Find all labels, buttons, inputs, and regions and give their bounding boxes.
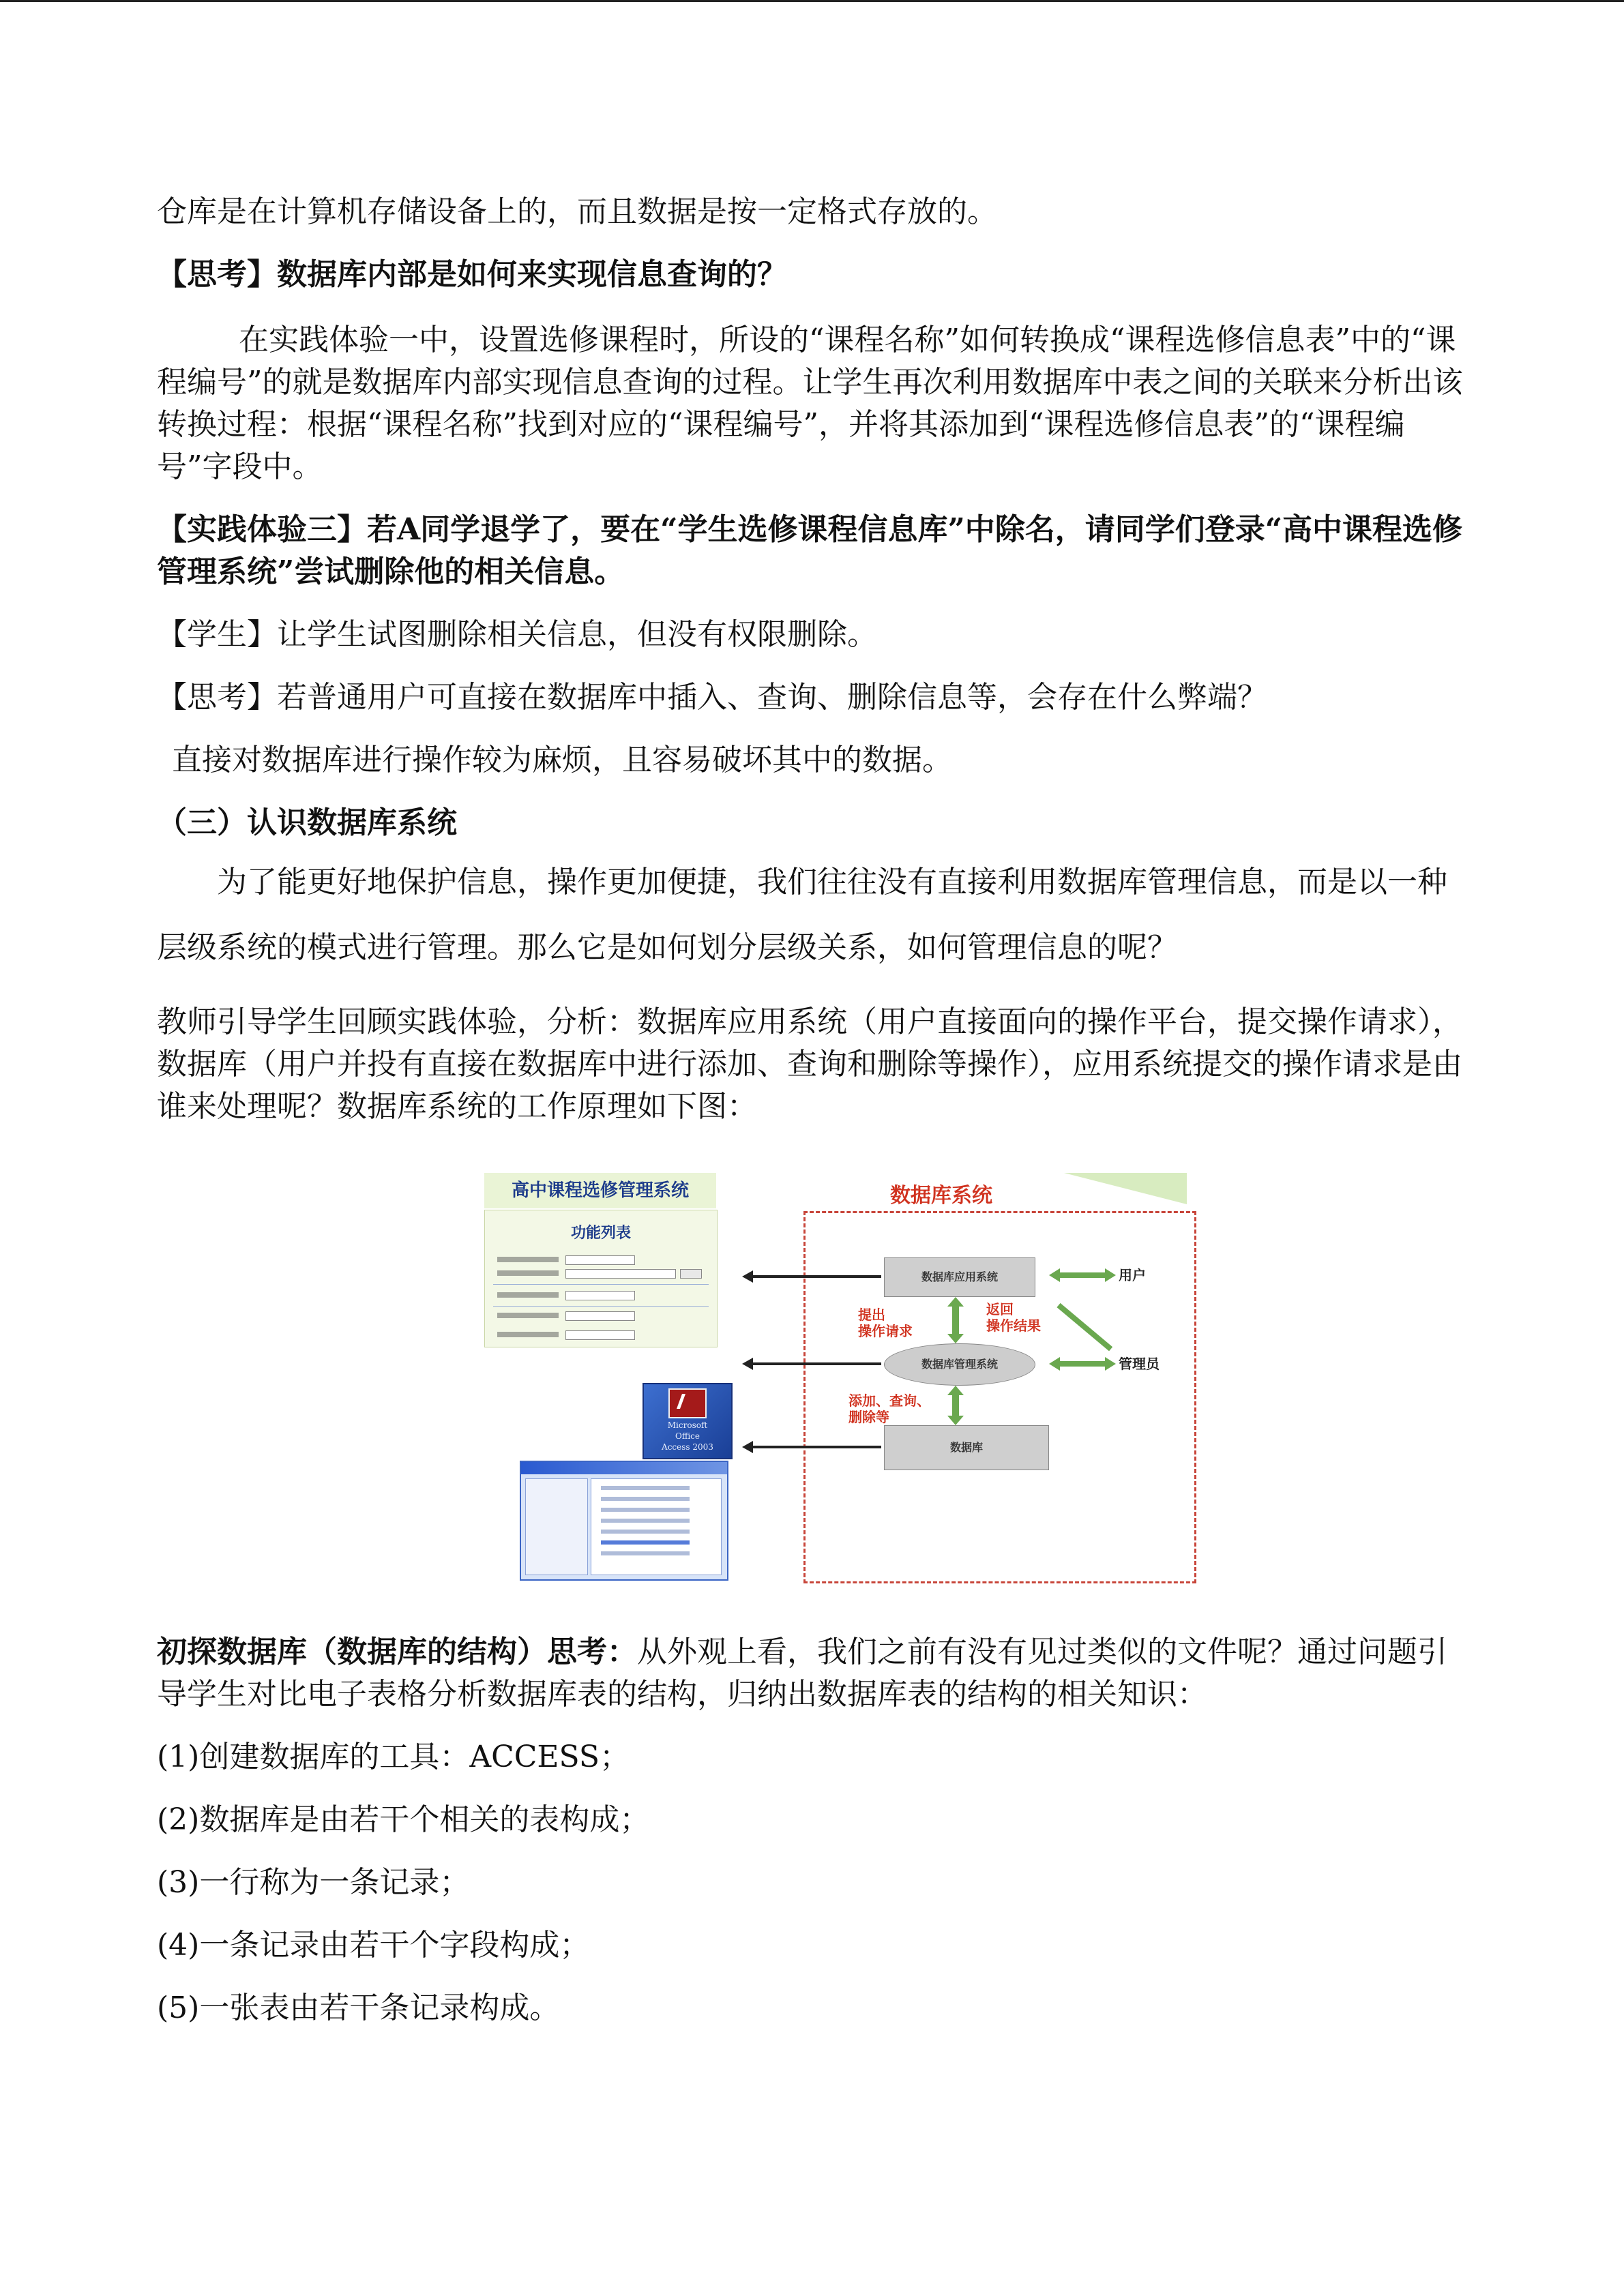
label-return-result: 返回 操作结果 bbox=[986, 1301, 1041, 1334]
database-system-diagram bbox=[484, 1173, 1207, 1582]
label-corner-decoration bbox=[1064, 1173, 1187, 1204]
document-page bbox=[157, 191, 1466, 2029]
paragraph-practice-one: 在实践体验一中，设置选修课程时，所设的“课程名称”如何转换成“课程选修信息表”中的“课程编号”的就是数据库内部实现信息查询的过程。让学生再次利用数据库中表之间的关联来分析出该转换过程：根据“课程名称”找到对应的“课程编号”，并将其添加到“课程选修信息表”的“课程编号”字段中。 bbox=[157, 323, 1463, 484]
label-submit-request: 提出 操作请求 bbox=[858, 1307, 913, 1339]
list-item: (4)一条记录由若干个字段构成； bbox=[157, 1928, 590, 1963]
practice-three-heading: 【实践体验三】若A同学退学了，要在“学生选修课程信息库”中除名，请同学们登录“高中课程选修管理系统”尝试删除他的相关信息。 bbox=[157, 512, 1463, 589]
list-item: (1)创建数据库的工具：ACCESS； bbox=[157, 1740, 630, 1774]
label-user: 用户 bbox=[1119, 1267, 1146, 1283]
form-row bbox=[497, 1330, 695, 1340]
form-row bbox=[497, 1311, 695, 1321]
paragraph-teacher-guide: 教师引导学生回顾实践体验，分析：数据库应用系统（用户直接面向的操作平台，提交操作请求），数据库（用户并投有直接在数据库中进行添加、查询和删除等操作），应用系统提交的操作请求是由谁来处理呢？数据库系统的工作原理如下图： bbox=[157, 1004, 1462, 1124]
node-db-application-system: 数据库应用系统 bbox=[884, 1257, 1035, 1297]
arrow-app-user bbox=[1059, 1272, 1106, 1278]
paragraph-protect-info: 为了能更好地保护信息，操作更加便捷，我们往往没有直接利用数据库管理信息，而是以一种层级系统的模式进行管理。那么它是如何划分层级关系，如何管理信息的呢？ bbox=[157, 865, 1447, 965]
form-row bbox=[497, 1291, 695, 1300]
arrow-dbms-db bbox=[952, 1394, 959, 1417]
node-database: 数据库 bbox=[884, 1425, 1049, 1470]
form-separator bbox=[493, 1306, 709, 1307]
think-heading-1: 【思考】数据库内部是如何来实现信息查询的？ bbox=[157, 257, 787, 292]
answer-paragraph: 直接对数据库进行操作较为麻烦，且容易破坏其中的数据。 bbox=[172, 743, 952, 777]
paragraph-db-structure: 初探数据库（数据库的结构）思考：从外观上看，我们之前有没有见过类似的文件呢？通过问题引导学生对比电子表格分析数据库表的结构，归纳出数据库表的结构的相关知识： bbox=[157, 1635, 1447, 1712]
label-operations: 添加、查询、 删除等 bbox=[848, 1392, 930, 1425]
think-paragraph-2: 【思考】若普通用户可直接在数据库中插入、查询、删除信息等，会存在什么弊端？ bbox=[157, 680, 1267, 715]
form-row bbox=[497, 1269, 695, 1279]
page-top-border bbox=[0, 0, 1624, 2]
list-item: (5)一张表由若干条记录构成。 bbox=[157, 1991, 560, 2025]
ms-access-logo: Microsoft Office Access 2003 bbox=[643, 1383, 733, 1459]
window-sidebar bbox=[525, 1478, 588, 1575]
list-item: (3)一行称为一条记录； bbox=[157, 1865, 470, 1900]
list-item: (2)数据库是由若干个相关的表构成； bbox=[157, 1802, 650, 1837]
form-row bbox=[497, 1255, 695, 1265]
arrow-app-to-form bbox=[752, 1275, 881, 1278]
paragraph-warehouse: 仓库是在计算机存储设备上的，而且数据是按一定格式存放的。 bbox=[157, 194, 997, 229]
access-key-icon bbox=[668, 1388, 707, 1418]
arrow-db-to-window bbox=[752, 1446, 881, 1448]
app-system-title: 高中课程选修管理系统 bbox=[484, 1173, 716, 1208]
section-heading-3: （三）认识数据库系统 bbox=[157, 805, 457, 840]
arrow-app-dbms bbox=[952, 1305, 959, 1335]
arrow-dbms-admin bbox=[1059, 1361, 1106, 1367]
db-system-label: 数据库系统 bbox=[818, 1173, 1187, 1204]
arrow-dbms-to-access bbox=[752, 1362, 881, 1365]
form-separator bbox=[493, 1284, 709, 1285]
window-object-list bbox=[591, 1478, 722, 1575]
form-title: 功能列表 bbox=[570, 1225, 631, 1242]
window-titlebar bbox=[521, 1462, 727, 1474]
label-admin: 管理员 bbox=[1119, 1356, 1160, 1372]
database-window-screenshot bbox=[520, 1461, 728, 1581]
function-list-form bbox=[484, 1210, 718, 1347]
student-paragraph: 【学生】让学生试图删除相关信息，但没有权限删除。 bbox=[157, 617, 877, 652]
node-dbms: 数据库管理系统 bbox=[884, 1343, 1035, 1386]
